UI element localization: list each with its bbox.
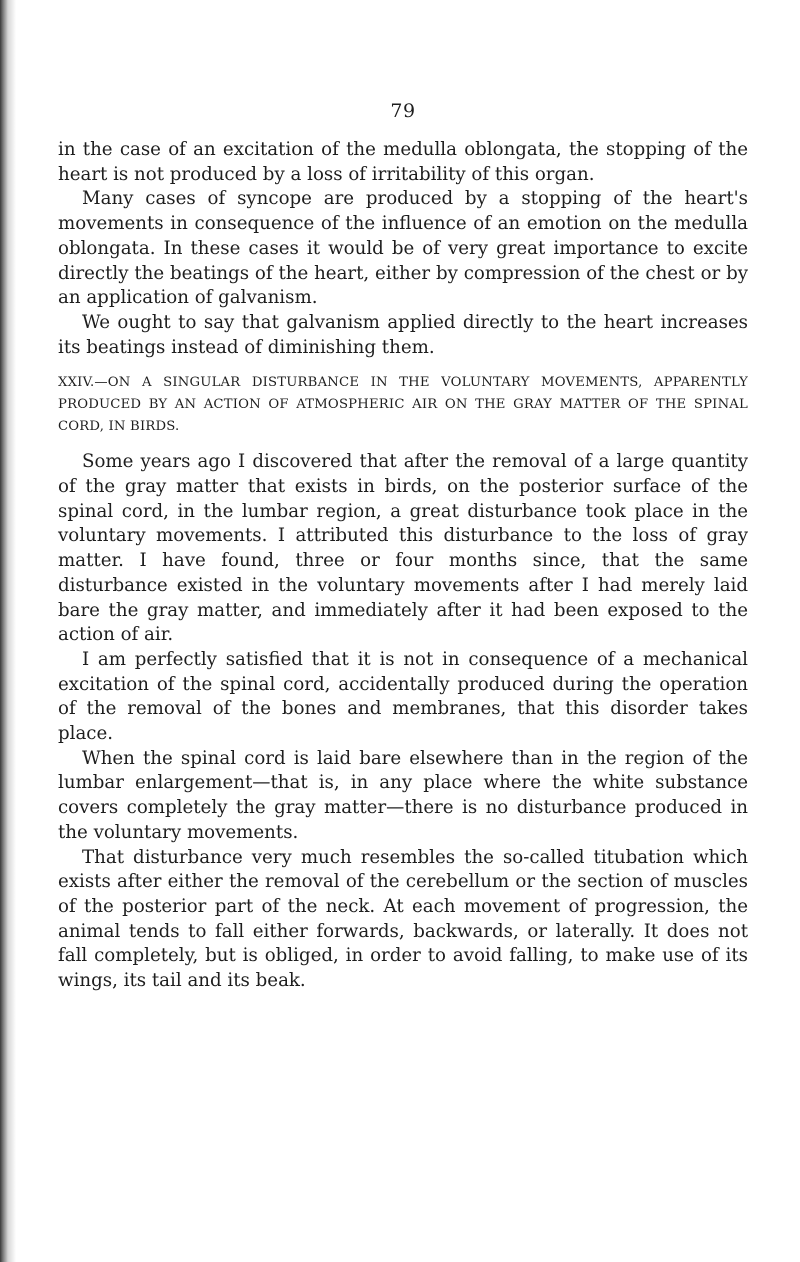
book-page	[58, 100, 748, 994]
paragraph: Some years ago I discovered that after the removal of a large quantity of the gray matter that exists in birds, on the posterior surface of the spinal cord, in the lumbar region, a great disturbance took place in the voluntary movements. I attributed this disturbance to the loss of gray matter. I have found, three or four months since, that the same disturbance existed in the voluntary movements after I had merely laid bare the gray matter, and immediately after it had been exposed to the action of air.	[58, 451, 748, 646]
paragraph: Many cases of syncope are produced by a stopping of the heart's movements in consequence of the influence of an emotion on the medulla oblongata. In these cases it would be of very great importance to excite directly the beatings of the heart, either by compression of the chest or by an application of galvanism.	[58, 188, 748, 309]
continued-paragraph: in the case of an excitation of the medulla oblongata, the stopping of the heart is not produced by a loss of irritability of this organ.	[58, 139, 748, 185]
page-binding-shadow	[0, 0, 16, 1262]
page-number: 79	[390, 100, 416, 122]
section-heading: XXIV.—ON A SINGULAR DISTURBANCE IN THE VOLUNTARY MOVEMENTS, APPARENTLY PRODUCED BY AN ACTION OF ATMOSPHERIC AIR ON THE GRAY MATTER OF THE SPINAL CORD, IN BIRDS.	[58, 375, 748, 435]
paragraph: I am perfectly satisfied that it is not in consequence of a mechanical excitation of the spinal cord, accidentally produced during the operation of the removal of the bones and membranes, that this disorder takes place.	[58, 648, 748, 745]
paragraph: That disturbance very much resembles the so-called titubation which exists after either the removal of the cerebellum or the section of muscles of the posterior part of the neck. At each movement of progression, the animal tends to fall either forwards, backwards, or laterally. It does not fall completely, but is obliged, in order to avoid falling, to make use of its wings, its tail and its beak.	[58, 846, 748, 992]
paragraph: We ought to say that galvanism applied directly to the heart increases its beatings instead of diminishing them.	[58, 311, 748, 358]
paragraph: When the spinal cord is laid bare elsewhere than in the region of the lumbar enlargement—that is, in any place where the white substance covers completely the gray matter—there is no disturbance produced in the voluntary movements.	[58, 747, 748, 843]
